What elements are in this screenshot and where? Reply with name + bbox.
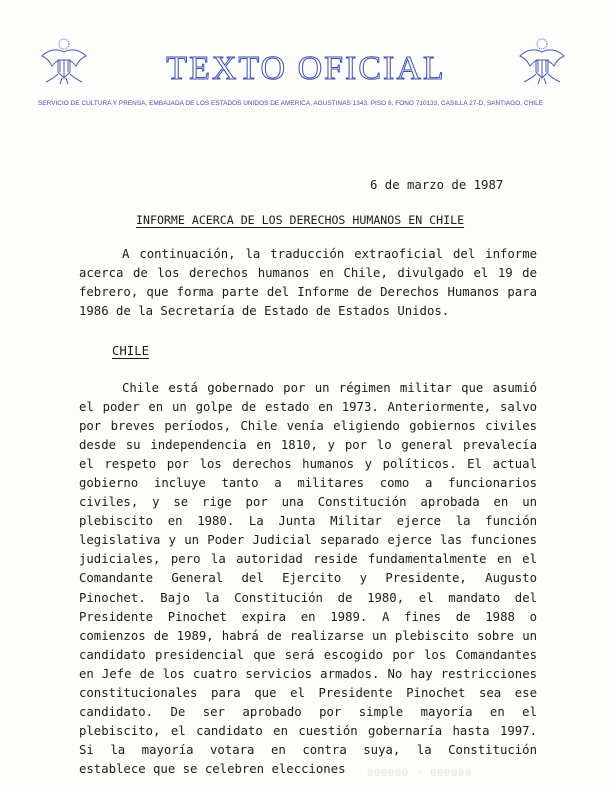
body-paragraph: Chile está gobernado por un régimen militar que asumió el poder en un golpe de estado en 1973. Anteriormente, salvo por breves períodos, Chile venía eligiendo gobiernos civiles desde su independencia en 1810, y por lo general prevalecía el respeto por los derechos humanos y políticos. El actual gobierno incluye tanto a militares como a funcionarios civiles, y se rige por una Constitución aprobada en un plebiscito en 1980. La Junta Militar ejerce la función legislativa y un Poder Judicial separado ejerce las funciones judiciales, pero la autoridad reside fundamentalmente en el Comandante General del Ejercito y Presidente, Augusto Pinochet. Bajo la Constitución de 1980, el mandato del Presidente Pinochet expira en 1989. A fines de 1988 o comienzos de 1989, habrá de realizarse un plebiscito sobre un candidato presidencial que será escogido por los Comandantes en Jefe de los cuatro servicios armados. No hay restricciones constitucionales para que el Presidente Pinochet sea ese candidato. De ser aprobado por simple mayoría en el plebiscito, el candidato en cuestión gobernaría hasta 1997. Si la mayoría votara en contra suya, la Constitución establece que se celebren elecciones xyxy=(79,381,537,776)
document-title: INFORME ACERCA DE LOS DERECHOS HUMANOS EN CHILE xyxy=(136,213,465,227)
intro-paragraph: A continuación, la traducción extraoficial del informe acerca de los derechos humanos en Chile, divulgado el 19 de febrero, que forma parte del Informe de Derechos Humanos para 1986 de la Secretaría de Estado de Estados Unidos. xyxy=(79,247,537,318)
agency-address-line: SERVICIO DE CULTURA Y PRENSA, EMBAJADA DE LOS ESTADOS UNIDOS DE AMERICA, AGUSTINAS 1343, PISO 6, FONO 710133, CASILLA 27-D, SANTIAGO, CHILE xyxy=(38,100,543,107)
bleed-through-stamp: 000000 - 000000 xyxy=(366,766,472,777)
masthead-title: TEXTO OFICIAL xyxy=(166,50,446,87)
section-heading: CHILE xyxy=(112,344,150,358)
document-date: 6 de marzo de 1987 xyxy=(370,178,504,192)
